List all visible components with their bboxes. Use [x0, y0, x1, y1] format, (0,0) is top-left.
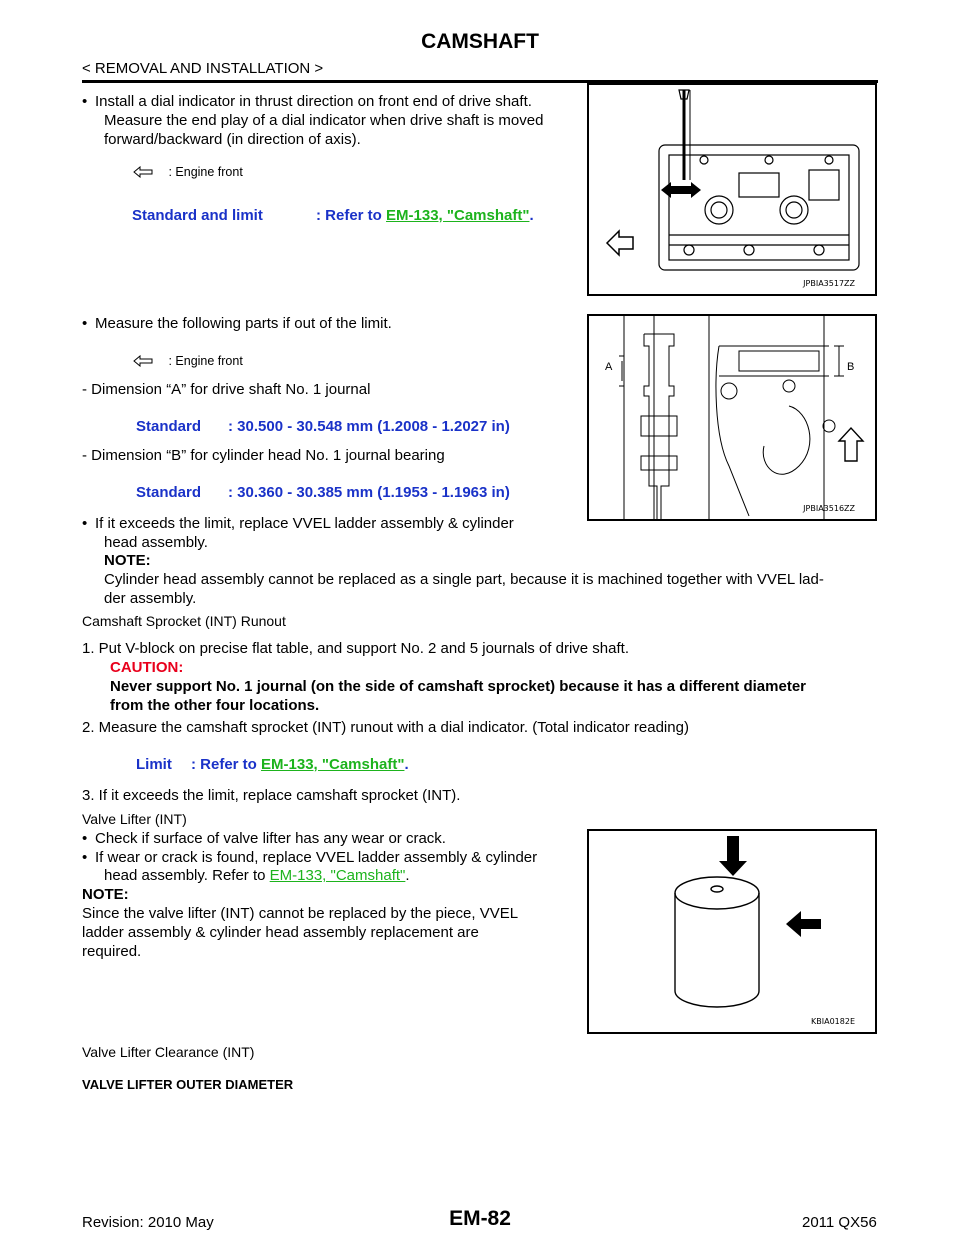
caution-label: CAUTION:	[110, 659, 184, 676]
standard-b-value: : 30.360 - 30.385 mm (1.1953 - 1.1963 in)	[228, 484, 510, 501]
bullet-marker-3: •	[82, 515, 88, 532]
label-b: B	[847, 361, 855, 373]
standard-a-value: : 30.500 - 30.548 mm (1.2008 - 1.2027 in)	[228, 418, 510, 435]
outer-diameter-subheading: VALVE LIFTER OUTER DIAMETER	[82, 1077, 294, 1092]
lifter-bullet-2a: If wear or crack is found, replace VVEL ladder assembly & cylinder	[95, 849, 538, 866]
note-line-1: Cylinder head assembly cannot be replaced as a single part, because it is machined together with VVEL lad-	[104, 571, 824, 588]
lifter-note-2: ladder assembly & cylinder head assembly replacement are	[82, 924, 479, 941]
em133-link[interactable]: EM-133, "Camshaft"	[386, 207, 530, 224]
bullet-marker-4: •	[82, 830, 88, 847]
journal-dimension-illustration	[589, 316, 875, 519]
figure-dial-indicator	[587, 83, 877, 296]
page-number: EM-82	[449, 1207, 511, 1230]
section-breadcrumb: < REMOVAL AND INSTALLATION >	[82, 60, 324, 77]
engine-front-legend-2	[132, 352, 243, 370]
standard-b-label: Standard	[136, 484, 202, 501]
limit-ref	[191, 756, 409, 773]
lifter-ref-end: .	[405, 867, 410, 884]
bullet-marker-2: •	[82, 315, 88, 332]
bullet-marker: •	[82, 93, 88, 110]
sprocket-step-1: 1. Put V-block on precise flat table, and support No. 2 and 5 journals of drive shaft.	[82, 640, 629, 657]
lifter-note-label: NOTE:	[82, 886, 129, 903]
refer-text-2: : Refer to	[191, 756, 257, 773]
measure-parts-text: Measure the following parts if out of the limit.	[95, 315, 392, 332]
revision-text: Revision: 2010 May	[82, 1214, 214, 1231]
exceed-line-2: head assembly.	[104, 534, 208, 551]
install-line-1: Install a dial indicator in thrust direction on front end of drive shaft.	[95, 93, 532, 110]
note-label: NOTE:	[104, 552, 151, 569]
clearance-heading: Valve Lifter Clearance (INT)	[82, 1044, 255, 1060]
lifter-bullet-1: Check if surface of valve lifter has any wear or crack.	[95, 830, 446, 847]
ref-end: .	[529, 207, 534, 224]
exceed-line-1: If it exceeds the limit, replace VVEL ladder assembly & cylinder	[95, 515, 514, 532]
figure-dimensions-ab	[587, 314, 877, 521]
refer-text: : Refer to	[316, 207, 382, 224]
install-line-2: Measure the end play of a dial indicator when drive shaft is moved	[104, 112, 544, 129]
lifter-bullet-2b	[104, 866, 410, 885]
engine-front-legend	[132, 163, 243, 181]
sprocket-heading: Camshaft Sprocket (INT) Runout	[82, 613, 286, 629]
legend-text: : Engine front	[168, 165, 243, 179]
sprocket-step-3: 3. If it exceeds the limit, replace camshaft sprocket (INT).	[82, 787, 461, 804]
install-line-3: forward/backward (in direction of axis).	[104, 131, 361, 148]
figure-code-3: KBIA0182E	[811, 1017, 855, 1026]
lifter-refer-text: head assembly. Refer to	[104, 867, 266, 884]
standard-a-label: Standard	[136, 418, 202, 435]
lifter-note-1: Since the valve lifter (INT) cannot be replaced by the piece, VVEL	[82, 905, 519, 922]
note-line-2: der assembly.	[104, 590, 197, 607]
caution-line-1: Never support No. 1 journal (on the side of camshaft sprocket) because it has a different diameter	[110, 678, 806, 695]
caution-line-2: from the other four locations.	[110, 697, 320, 714]
engine-front-arrow-icon	[132, 355, 154, 367]
engine-front-arrow-icon	[132, 166, 154, 178]
figure-code-2: JPBIA3516ZZ	[803, 504, 855, 513]
bullet-marker-5: •	[82, 849, 88, 866]
standard-limit-ref	[316, 207, 534, 224]
limit-label: Limit	[136, 756, 172, 773]
lifter-heading: Valve Lifter (INT)	[82, 811, 187, 827]
model-text: 2011 QX56	[802, 1214, 877, 1231]
dimension-a-text: - Dimension “A” for drive shaft No. 1 journal	[82, 381, 371, 398]
sprocket-step-2: 2. Measure the camshaft sprocket (INT) runout with a dial indicator. (Total indicator reading)	[82, 719, 689, 736]
engine-drive-shaft-illustration	[589, 85, 875, 294]
standard-limit-label: Standard and limit	[132, 207, 263, 224]
valve-lifter-illustration	[589, 831, 875, 1032]
em133-link-3[interactable]: EM-133, "Camshaft"	[269, 867, 406, 884]
ref-end-2: .	[404, 756, 409, 773]
em133-link-2[interactable]: EM-133, "Camshaft"	[261, 756, 405, 773]
dimension-b-text: - Dimension “B” for cylinder head No. 1 journal bearing	[82, 447, 445, 464]
figure-valve-lifter	[587, 829, 877, 1034]
legend-text-2: : Engine front	[168, 354, 243, 368]
lifter-note-3: required.	[82, 943, 142, 960]
figure-code: JPBIA3517ZZ	[803, 279, 855, 288]
page-title: CAMSHAFT	[421, 30, 539, 53]
label-a: A	[605, 361, 613, 373]
